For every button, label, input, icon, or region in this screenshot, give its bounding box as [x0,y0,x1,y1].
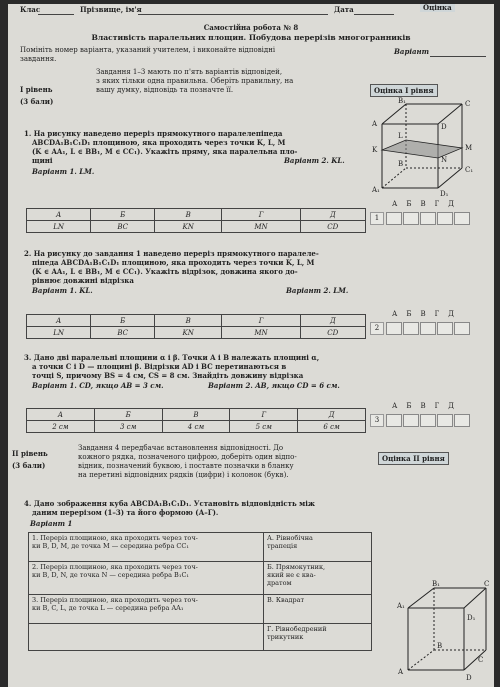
level2-desc-2: кожного рядка, позначеного цифрою, доберіть один відпо- [78,453,297,461]
level1-desc-3: вашу думку, відповідь та позначте її. [96,86,234,94]
edge [438,104,462,124]
date-line [354,14,394,15]
col-v: В [154,315,222,327]
answer-cell[interactable] [437,414,453,427]
label-c1: C [484,580,490,588]
col-a: А [27,409,95,421]
task2-line-2: піпеда ABCDA₁B₁C₁D₁ площиною, яка проходить через точки K, L, M [32,258,315,267]
work-title: Самостійна робота № 8 [203,23,299,32]
task3-variant-1: Варіант 1. CD, якщо AB = 3 см. [32,381,164,390]
task4-right-g: Г. Рівнобедрений трикутник [264,624,372,651]
hidden-edge [408,650,434,670]
label-m: M [465,144,473,152]
answer-cell[interactable] [420,322,436,335]
answer-grid-1-letters: АБВГД [392,200,463,208]
answer-cell[interactable] [386,322,402,335]
edge [464,588,486,608]
answer-grid-3 [386,414,471,427]
name-label: Прізвище, ім'я [80,5,142,14]
task4-left-empty [29,624,264,651]
task1-line-2: ABCDA₁B₁C₁D₁ площиною, яка проходить через точки K, L, M [32,138,286,147]
task4-left-2: 2. Переріз площиною, яка проходить через точ- ки B, D, N, де точка N — середина ребра B₁C₁ [29,562,264,595]
answer-grid-2 [386,322,471,335]
task2-line-1: 2. На рисунку до завдання 1 наведено переріз прямокутного паралеле- [24,249,319,258]
task4-matching-table [28,532,372,651]
answer-grid-1-number: 1 [370,212,384,225]
variant-line [430,56,486,57]
worksheet-page [8,4,494,687]
level1-grade-box: Оцінка I рівня [370,84,438,97]
col-a: А [27,315,91,327]
class-line [38,14,74,15]
label-d1: D₁ [440,190,449,198]
label-a1: A₁ [397,602,405,610]
edge [408,588,434,608]
label-n: N [441,156,448,164]
task4-left-3: 3. Переріз площиною, яка проходить через точ- ки B, C, L, де точка L — середина ребра AA₁ [29,595,264,624]
task3-variant-2: Варіант 2. AB, якщо CD = 6 см. [208,381,340,390]
edge [438,168,462,188]
task3-line-1: 3. Дано дві паралельні площини α і β. Точки A і B належать площині α, [24,353,320,362]
level2-grade-box: Оцінка II рівня [378,452,449,465]
answer-cell[interactable] [454,212,470,225]
task1-line-1: 1. На рисунку наведено переріз прямокутного паралелепіпеда [24,129,283,138]
label-a: A [372,120,378,128]
section-plane [382,140,462,158]
label-b: B [398,160,404,168]
task4-right-a: А. Рівнобічна трапеція [264,533,372,562]
instruction-line-1: Помініть номер варіанта, указаний учителем, і виконайте відповідні [20,46,276,54]
answer-cell[interactable] [386,212,402,225]
task2-variant-1: Варіант 1. KL. [32,286,93,295]
answer-grid-2-number: 2 [370,322,384,335]
work-subtitle: Властивість паралельних площин. Побудова перерізів многогранників [91,33,411,42]
level1-title: I рівень [20,85,53,94]
level2-desc-1: Завдання 4 передбачає встановлення відповідності. До [78,444,284,452]
hidden-edge [382,168,406,188]
task4-left-1: 1. Переріз площиною, яка проходить через точ- ки B, D, M, де точка M — середина ребра CC₁ [29,533,264,562]
level2-desc-3: відник, позначений буквою, і поставте позначки в бланку [78,462,294,470]
level2-title: II рівень [12,449,48,458]
option-a: LN [27,221,91,233]
option-g: MN [222,221,300,233]
task1-line-4: щині [32,156,53,165]
answer-grid-3-letters: АБВГД [392,402,463,410]
answer-grid-3-number: 3 [370,414,384,427]
task4-variant: Варіант 1 [30,519,73,528]
col-g: Г [222,209,300,221]
task2-line-3: (K ∈ AA₁, L ∈ BB₁, M ∈ CC₁). Укажіть відрізок, довжина якого до- [32,267,298,276]
label-l: L [398,132,403,140]
answer-cell[interactable] [454,414,470,427]
cube-figure [388,578,492,686]
label-c: C [465,100,471,108]
label-d: D [441,123,447,131]
answer-cell[interactable] [437,212,453,225]
variant-label: Варіант [394,47,430,56]
label-c1: C₁ [465,166,474,174]
answer-grid-1 [386,212,471,225]
task2-line-4: рівнює довжині відрізка [32,276,134,285]
option-b: 3 см [94,421,162,433]
option-d: CD [300,327,365,339]
date-label: Дата [334,5,354,14]
answer-cell[interactable] [403,322,419,335]
task2-options-table [26,314,366,339]
label-b1: B₁ [398,97,406,105]
label-c: C [478,656,484,664]
task4-right-b: Б. Прямокутник, який не є ква- дратом [264,562,372,595]
label-b: B [437,642,443,650]
level1-desc-2: з яких тільки одна правильна. Оберіть правильну, на [96,77,294,85]
task3-line-2: а точки C і D — площині β. Відрізки AD і BC перетинаються в [32,362,287,371]
level2-desc-4: на перетині відповідних рядків (цифри) і колонок (букв). [78,471,289,479]
task1-variant-1: Варіант 1. LM. [32,167,95,176]
answer-cell[interactable] [403,414,419,427]
answer-cell[interactable] [454,322,470,335]
option-v: KN [154,221,222,233]
option-d: CD [300,221,365,233]
col-a: А [27,209,91,221]
level1-desc-1: Завдання 1–3 мають по п'ять варіантів відповідей, [96,68,283,76]
col-b: Б [91,315,155,327]
answer-cell[interactable] [386,414,402,427]
label-a1: A₁ [372,186,380,194]
task4-line-2: даним перерізом (1–3) та його формою (А–Г). [32,508,219,517]
task4-line-1: 4. Дано зображення куба ABCDA₁B₁C₁D₁. Установіть відповідність між [24,499,315,508]
label-k: K [372,146,378,154]
task3-options-table [26,408,366,433]
grade-label: Оцінка [420,4,455,12]
col-b: Б [91,209,155,221]
task1-variant-2: Варіант 2. KL. [284,156,345,165]
col-d: Д [298,409,366,421]
col-d: Д [300,315,365,327]
option-b: BC [91,327,155,339]
task4-right-v: В. Квадрат [264,595,372,624]
col-b: Б [94,409,162,421]
label-a: A [398,668,404,676]
answer-cell[interactable] [420,212,436,225]
label-d1: D₁ [467,614,476,622]
option-g: MN [222,327,300,339]
option-g: 5 см [230,421,298,433]
col-v: В [154,209,222,221]
class-label: Клас [20,5,41,14]
task1-line-3: (K ∈ AA₁, L ∈ BB₁, M ∈ CC₁). Укажіть пряму, яка паралельна пло- [32,147,298,156]
option-v: 4 см [162,421,230,433]
option-a: 2 см [27,421,95,433]
instruction-line-2: завдання. [20,55,57,63]
option-v: KN [154,327,222,339]
answer-cell[interactable] [420,414,436,427]
level2-points: (3 бали) [12,461,46,470]
task3-line-3: точці S, причому BS = 4 см, CS = 8 см. Знайдіть довжину відрізка [32,371,304,380]
answer-cell[interactable] [437,322,453,335]
name-line [138,14,328,15]
option-a: LN [27,327,91,339]
col-g: Г [222,315,300,327]
edge [382,104,406,124]
answer-cell[interactable] [403,212,419,225]
label-b1: B₁ [432,580,440,588]
option-d: 6 см [298,421,366,433]
label-d: D [466,674,472,682]
col-d: Д [300,209,365,221]
col-g: Г [230,409,298,421]
task2-variant-2: Варіант 2. LM. [286,286,349,295]
task1-options-table [26,208,366,233]
parallelepiped-figure [362,96,486,198]
option-b: BC [91,221,155,233]
col-v: В [162,409,230,421]
level1-points: (3 бали) [20,97,54,106]
answer-grid-2-letters: АБВГД [392,310,463,318]
